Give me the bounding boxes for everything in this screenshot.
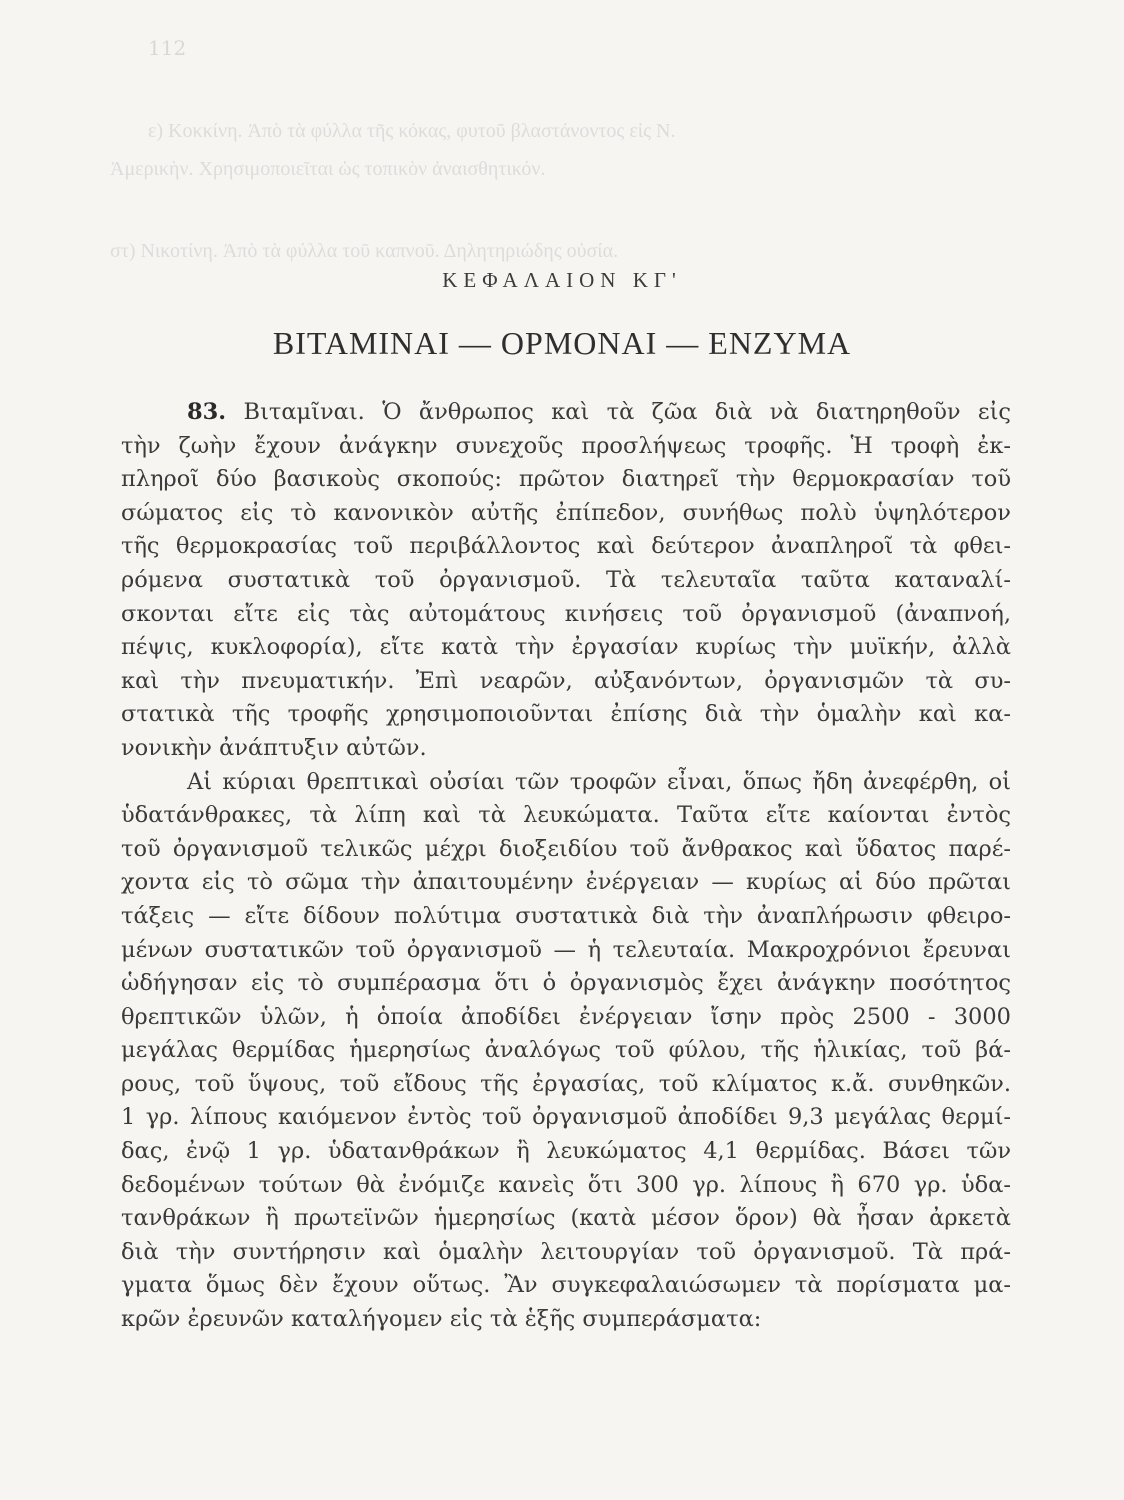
text-line: σκονται εἴτε εἰς τὰς αὐτομάτους κινήσεις τοῦ ὀργανισμοῦ (ἀναπνοή, [121,600,1011,627]
chapter-label: ΚΕΦΑΛΑΙΟΝ ΚΓ' [442,268,682,292]
text-line: νονικὴν ἀνάπτυξιν αὐτῶν. [121,734,427,761]
section-first-line-text: Ὁ ἄνθρωπος καὶ τὰ ζῶα διὰ νὰ διατηρηθοῦν εἰς [382,399,1012,425]
page-number: 112 [148,36,187,60]
text-line: ὡδήγησαν εἰς τὸ συμπέρασμα ὅτι ὁ ὀργανισμὸς ἔχει ἀνάγκην ποσότητος [121,970,1011,997]
text-line: σώματος εἰς τὸ κανονικὸν αὐτῆς ἐπίπεδον, συνήθως πολὺ ὑψηλότερον [121,499,1011,526]
text-line: δας, ἐνῷ 1 γρ. ὑδατανθράκων ἢ λευκώματος 4,1 θερμίδας. Βάσει τῶν [121,1138,1011,1165]
show-through-line: στ) Νικοτίνη. Ἀπὸ τὰ φύλλα τοῦ καπνοῦ. Δηλητηριώδης οὐσία. [110,240,619,262]
text-line: καὶ τὴν πνευματικήν. Ἐπὶ νεαρῶν, αὐξανόντων, ὀργανισμῶν τὰ συ- [121,667,1011,694]
text-line: ὑδατάνθρακες, τὰ λίπη καὶ τὰ λευκώματα. Ταῦτα εἴτε καίονται ἐντὸς [121,802,1011,829]
text-line: στατικὰ τῆς τροφῆς χρησιμοποιοῦνται ἐπίσης διὰ τὴν ὁμαλὴν καὶ κα- [121,701,1011,728]
text-line: γματα ὅμως δὲν ἔχουν οὕτως. Ἂν συγκεφαλαιώσωμεν τὰ πορίσματα μα- [121,1272,1011,1299]
text-line: τῆς θερμοκρασίας τοῦ περιβάλλοντος καὶ δεύτερον ἀναπληροῖ τὰ φθει- [121,533,1011,560]
text-line: χοντα εἰς τὸ σῶμα τὴν ἀπαιτουμένην ἐνέργειαν — κυρίως αἱ δύο πρῶται [121,869,1011,896]
paragraph-first-line: Αἱ κύριαι θρεπτικαὶ οὐσίαι τῶν τροφῶν εἶναι, ὅπως ἤδη ἀνεφέρθη, οἱ [187,768,1011,795]
text-line: τανθράκων ἢ πρωτεϊνῶν ἡμερησίως (κατὰ μέσον ὅρον) θὰ ἦσαν ἀρκετὰ [121,1205,1011,1232]
text-line: 1 γρ. λίπους καιόμενον ἐντὸς τοῦ ὀργανισμοῦ ἀποδίδει 9,3 μεγάλας θερμί- [121,1104,1011,1131]
text-line: κρῶν ἐρευνῶν καταλήγομεν εἰς τὰ ἑξῆς συμπεράσματα: [121,1306,762,1333]
text-line: πέψις, κυκλοφορία), εἴτε κατὰ τὴν ἐργασίαν κυρίως τὴν μυϊκήν, ἀλλὰ [121,634,1011,661]
section-first-line [121,396,1011,430]
text-line: μένων συστατικῶν τοῦ ὀργανισμοῦ — ἡ τελευταία. Μακροχρόνιοι ἔρευναι [121,936,1011,963]
text-line: τὴν ζωὴν ἔχουν ἀνάγκην συνεχοῦς προσλήψεως τροφῆς. Ἡ τροφὴ ἐκ- [121,432,1011,459]
text-line: τοῦ ὀργανισμοῦ τελικῶς μέχρι διοξειδίου τοῦ ἄνθρακος καὶ ὕδατος παρέ- [121,835,1011,862]
text-line: πληροῖ δύο βασικοὺς σκοπούς: πρῶτον διατηρεῖ τὴν θερμοκρασίαν τοῦ [121,466,1011,493]
text-line: μεγάλας θερμίδας ἡμερησίως ἀναλόγως τοῦ φύλου, τῆς ἡλικίας, τοῦ βά- [121,1037,1011,1064]
text-line: ρους, τοῦ ὕψους, τοῦ εἴδους τῆς ἐργασίας, τοῦ κλίματος κ.ἄ. συνθηκῶν. [121,1070,1011,1097]
text-line: τάξεις — εἴτε δίδουν πολύτιμα συστατικὰ διὰ τὴν ἀναπλήρωσιν φθειρο- [121,902,1011,929]
show-through-line: Ἀμερικὴν. Χρησιμοποιεῖται ὡς τοπικὸν ἀναισθητικόν. [110,158,546,180]
text-line: διὰ τὴν συντήρησιν καὶ ὁμαλὴν λειτουργίαν τοῦ ὀργανισμοῦ. Τὰ πρά- [121,1238,1011,1265]
text-line: θρεπτικῶν ὑλῶν, ἡ ὁποία ἀποδίδει ἐνέργειαν ἴσην πρὸς 2500 - 3000 [121,1003,1011,1030]
show-through-line: ε) Κοκκίνη. Ἀπὸ τὰ φύλλα τῆς κόκας, φυτοῦ βλαστάνοντος εἰς Ν. [148,120,676,142]
section-heading: Βιταμῖναι. [243,399,365,425]
text-line: ρόμενα συστατικὰ τοῦ ὀργανισμοῦ. Τὰ τελευταῖα ταῦτα καταναλί- [121,566,1011,593]
text-line: δεδομένων τούτων θὰ ἐνόμιζε κανεὶς ὅτι 300 γρ. λίπους ἢ 670 γρ. ὑδα- [121,1171,1011,1198]
chapter-title: ΒΙΤΑΜΙΝΑΙ — ΟΡΜΟΝΑΙ — ΕΝΖΥΜΑ [272,325,852,361]
section-number: 83. [187,399,227,425]
body-text [121,396,1011,1337]
